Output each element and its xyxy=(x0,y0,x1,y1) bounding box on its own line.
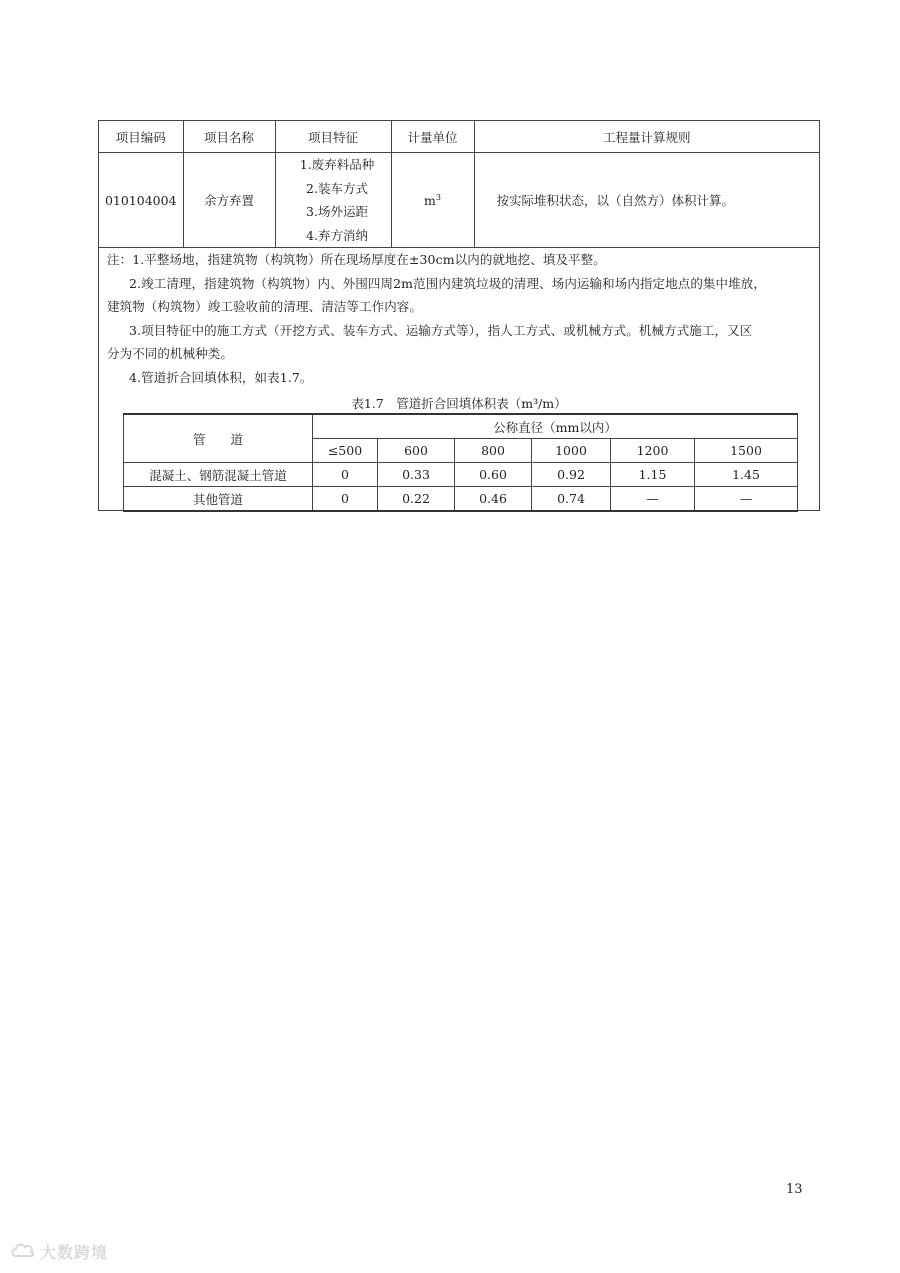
item-unit xyxy=(391,153,474,248)
unit-superscript: 3 xyxy=(435,192,441,202)
sub-header-row-1 xyxy=(124,414,798,439)
diameter-cell: 1000 xyxy=(532,439,611,463)
table-row xyxy=(99,153,819,248)
feature-item: 2.装车方式 xyxy=(306,180,368,196)
value-cell: 1.15 xyxy=(611,463,695,487)
feature-item: 4.弃方消纳 xyxy=(306,227,368,243)
unit-base: m xyxy=(424,192,436,208)
note-4: 4.管道折合回填体积，如表1.7。 xyxy=(129,369,313,385)
header-code: 项目编码 xyxy=(99,121,183,153)
feature-item: 1.废弃料品种 xyxy=(299,157,375,172)
diameter-cell: 1500 xyxy=(695,439,798,463)
sub-table-caption: 表1.7 管道折合回填体积表（m³/m） xyxy=(351,396,567,411)
note-1: 注：1.平整场地，指建筑物（构筑物）所在现场厚度在±30cm以内的就地挖、填及平整。 xyxy=(107,252,606,267)
value-cell: 0 xyxy=(313,463,378,487)
pipe-volume-table xyxy=(123,413,798,512)
diameter-header: 公称直径（mm以内） xyxy=(313,414,798,439)
watermark-text: 大数跨境 xyxy=(40,1243,109,1262)
main-table xyxy=(99,121,819,248)
notes-block xyxy=(107,248,813,389)
value-cell: 0.46 xyxy=(455,487,532,512)
item-name: 余方弃置 xyxy=(183,153,275,248)
value-cell: 0.60 xyxy=(455,463,532,487)
note-2-line-1: 2.竣工清理，指建筑物（构筑物）内、外围四周2m范围内建筑垃圾的清理、场内运输和场内指定地点的集中堆放， xyxy=(129,275,766,291)
pipe-label: 其他管道 xyxy=(124,487,313,512)
diameter-cell: ≤500 xyxy=(313,439,378,463)
value-cell: 0.33 xyxy=(378,463,455,487)
cloud-logo-icon xyxy=(10,1241,36,1263)
main-table-box xyxy=(98,120,820,511)
header-name: 项目名称 xyxy=(183,121,275,153)
note-2-line-2: 建筑物（构筑物）竣工验收前的清理、清洁等工作内容。 xyxy=(107,299,423,314)
page-number: 13 xyxy=(786,1182,803,1197)
diameter-cell: 1200 xyxy=(611,439,695,463)
sub-table-wrap xyxy=(123,413,797,512)
diameter-cell: 600 xyxy=(378,439,455,463)
item-code: 010104004 xyxy=(99,153,183,248)
note-3-line-2: 分为不同的机械种类。 xyxy=(107,346,234,361)
value-cell: — xyxy=(611,487,695,512)
feature-item: 3.场外运距 xyxy=(306,204,368,219)
value-cell: 0.74 xyxy=(532,487,611,512)
header-features: 项目特征 xyxy=(275,121,391,153)
value-cell: 0 xyxy=(313,487,378,512)
pipe-header: 管 道 xyxy=(124,414,313,463)
item-rule: 按实际堆积状态，以（自然方）体积计算。 xyxy=(474,153,819,248)
item-features xyxy=(275,153,391,248)
header-rule: 工程量计算规则 xyxy=(474,121,819,153)
main-table-header-row xyxy=(99,121,819,153)
watermark xyxy=(10,1240,108,1263)
value-cell: 0.22 xyxy=(378,487,455,512)
pipe-label: 混凝土、钢筋混凝土管道 xyxy=(124,463,313,487)
value-cell: 0.92 xyxy=(532,463,611,487)
value-cell: — xyxy=(695,487,798,512)
note-3-line-1: 3.项目特征中的施工方式（开挖方式、装车方式、运输方式等），指人工方式、或机械方式。机械方式施工，又区 xyxy=(129,322,753,338)
value-cell: 1.45 xyxy=(695,463,798,487)
diameter-cell: 800 xyxy=(455,439,532,463)
table-row xyxy=(124,463,798,487)
table-row xyxy=(124,487,798,512)
header-unit: 计量单位 xyxy=(391,121,474,153)
